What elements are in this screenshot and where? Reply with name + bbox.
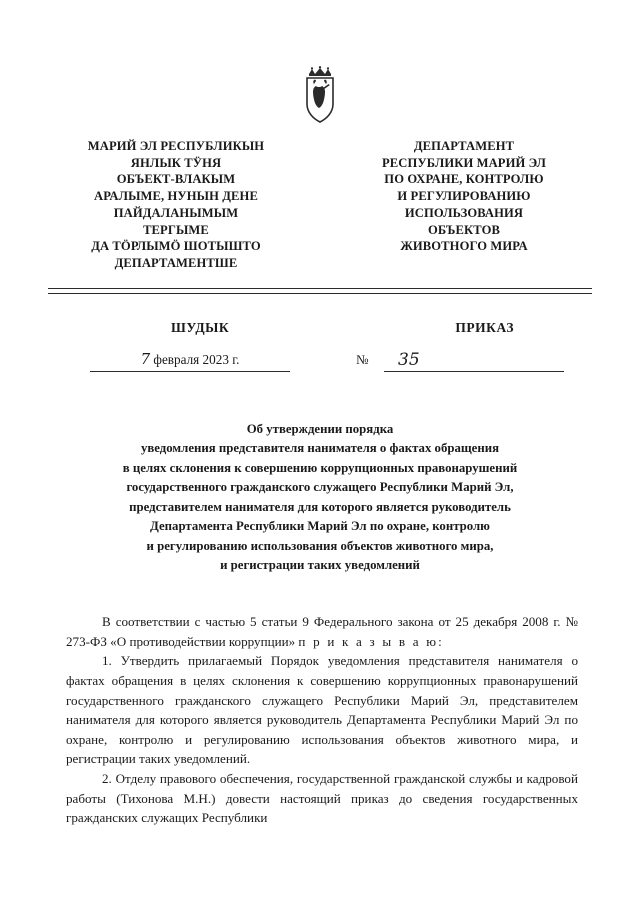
coat-of-arms-icon — [299, 66, 341, 124]
intro-text-spaced: п р и к а з ы — [298, 633, 394, 649]
letterhead-mari-line: МАРИЙ ЭЛ РЕСПУБЛИКЫН — [87, 139, 265, 153]
document-title — [70, 420, 570, 576]
body-paragraph-item-2: 2. Отделу правового обеспечения, государственной гражданской службы и кадровой работы (Тихонова М.Н.) довести настоящий приказ до сведения государственных гражданских служащих Республики — [66, 771, 578, 826]
letterhead-mari-line: ПАЙДАЛАНЫМЫМ — [113, 205, 239, 220]
page-title-line: Об утверждении порядка — [246, 422, 394, 436]
letterhead-russian-line: И РЕГУЛИРОВАНИЮ — [397, 189, 531, 204]
letterhead-russian-line: ОБЪЕКТОВ — [427, 222, 501, 237]
page-title-line: в целях склонения к совершению коррупционных правонарушений — [122, 460, 518, 475]
letterhead-mari-line: ДА ТӦРЛЫМӦ ШОТЫШТО — [91, 239, 261, 254]
letterhead-russian — [354, 138, 574, 255]
date-rest: февраля 2023 г. — [153, 352, 240, 367]
date-field — [90, 350, 290, 372]
number-value-handwritten: 35 — [398, 350, 420, 370]
letterhead-mari-line: АРАЛЫМЕ, НУНЫН ДЕНЕ — [94, 189, 258, 204]
document-type-mari: ШУДЫК — [171, 320, 230, 335]
letterhead-russian-line: ЖИВОТНОГО МИРА — [400, 239, 528, 254]
letterhead-mari — [66, 138, 286, 272]
number-field — [384, 350, 564, 372]
body-paragraph-intro — [66, 612, 578, 651]
date-number-row — [66, 350, 574, 378]
letterhead-mari-line: ЯНЛЫК ТӰНЯ — [130, 155, 222, 170]
document-type-russian: ПРИКАЗ — [455, 320, 514, 335]
letterhead-russian-line: ПО ОХРАНЕ, КОНТРОЛЮ — [384, 172, 544, 187]
page-title-line: представителем нанимателя для которого является руководитель — [129, 499, 511, 514]
letterhead-russian-line: ИСПОЛЬЗОВАНИЯ — [404, 205, 524, 220]
intro-text-part1: В соответствии с частью 5 статьи 9 Федерального закона от 25 декабря 2008 г. № 273-ФЗ «О противодействии коррупции» — [66, 614, 578, 649]
document-body — [66, 612, 578, 828]
body-paragraph-item-1: 1. Утвердить прилагаемый Порядок уведомления представителя нанимателя о фактах обращения в целях склонения к совершению коррупционных правонарушений государственного гражданского служащего Республики Марий Эл, представителем нанимателя для которого является руководитель Департамента Республики Марий Эл по охране, контролю и регулированию использования объектов животного мира, и регистрации таких уведомлений. — [66, 653, 578, 767]
letterhead-mari-line: ТЕРГЫМЕ — [143, 222, 209, 237]
document-type-row — [66, 320, 574, 336]
emblem-container — [0, 66, 640, 124]
letterhead-mari-line: ОБЪЕКТ-ВЛАКЫМ — [116, 172, 236, 187]
page-title-line: и регистрации таких уведомлений — [220, 558, 420, 573]
intro-text-part2: в а ю: — [393, 633, 445, 649]
date-day-handwritten: 7 — [140, 350, 151, 368]
header-divider — [48, 288, 592, 294]
letterhead — [66, 138, 574, 272]
page-title-line: Департамента Республики Марий Эл по охране, контролю — [150, 519, 490, 534]
page-title-line: и регулированию использования объектов животного мира, — [146, 538, 494, 553]
number-label: № — [356, 352, 369, 367]
page-title-line: уведомления представителя нанимателя о фактах обращения — [140, 441, 500, 456]
letterhead-russian-line: ДЕПАРТАМЕНТ — [413, 139, 515, 153]
letterhead-mari-line: ДЕПАРТАМЕНТШЕ — [114, 256, 238, 271]
letterhead-russian-line: РЕСПУБЛИКИ МАРИЙ ЭЛ — [382, 155, 546, 170]
page-title-line: государственного гражданского служащего Республики Марий Эл, — [126, 480, 514, 495]
